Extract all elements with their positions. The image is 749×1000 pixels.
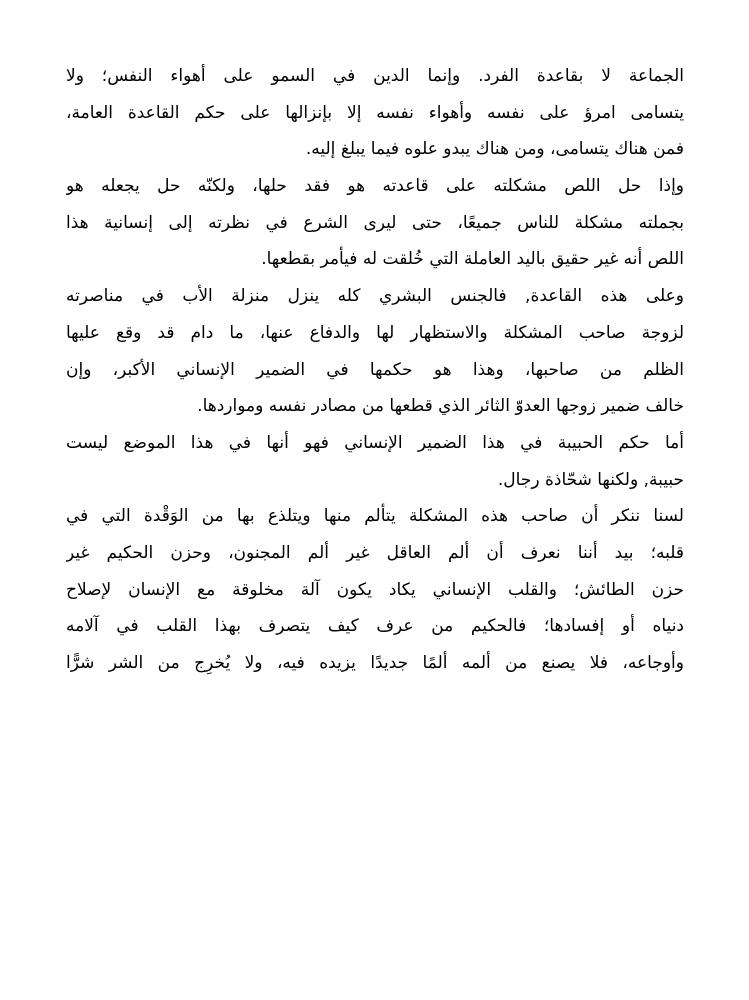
text-line: خالف ضمير زوجها العدوّ الثائر الذي قطعها من مصادر نفسه ومواردها. [197, 396, 684, 417]
text-line: أما حكم الحبيبة في هذا الضمير الإنساني فهو أنها في هذا الموضع ليست [66, 432, 684, 453]
text-line: وعلى هذه القاعدة, فالجنس البشري كله ينزل منزلة الأب في مناصرته [66, 286, 684, 307]
text-line: اللص أنه غير حقيق باليد العاملة التي خُلقت له فيأمر بقطعها. [261, 249, 684, 270]
text-line: وأوجاعه، فلا يصنع من ألمه ألمًا جديدًا يزيده فيه، ولا يُخرِج من الشر شرًّا [66, 653, 684, 673]
text-line: حبيبة, ولكنها شحّاذة رجال. [497, 469, 684, 490]
text-line: قلبه؛ بيد أننا نعرف أن ألم العاقل غير ألم المجنون، وحزن الحكيم غير [66, 542, 684, 563]
text-line: لسنا ننكر أن صاحب هذه المشكلة يتألم منها ويتلذع بها من الوَقْدة التي في [66, 506, 684, 527]
text-line: فمن هناك يتسامى، ومن هناك يبدو علوه فيما يبلغ إليه. [305, 139, 684, 160]
text-line: بجملته مشكلة للناس جميعًا، حتى ليرى الشرع في نظرته إلى إنسانية هذا [66, 212, 684, 233]
document-page [66, 58, 684, 682]
text-line: لزوجة صاحب المشكلة والاستظهار لها والدفاع عنها، ما دام قد وقع عليها [66, 322, 684, 343]
text-line: وإذا حل اللص مشكلته على قاعدته هو فقد حلها، ولكنّه حل يجعله هو [66, 176, 684, 197]
text-line: الجماعة لا بقاعدة الفرد. وإنما الدين في السمو على أهواء النفس؛ ولا [66, 66, 684, 86]
text-line: دنياه أو إفسادها؛ فالحكيم من عرف كيف يتصرف بهذا القلب في آلامه [66, 616, 684, 637]
text-line: يتسامى امرؤ على نفسه وأهواء نفسه إلا بإنزالها على حكم القاعدة العامة، [66, 102, 684, 123]
text-line: الظلم من صاحبها، وهذا هو حكمها في الضمير الإنساني الأكبر، وإن [66, 359, 684, 380]
text-line: حزن الطائش؛ والقلب الإنساني يكاد يكون آلة مخلوقة مع الإنسان لإصلاح [66, 579, 684, 600]
